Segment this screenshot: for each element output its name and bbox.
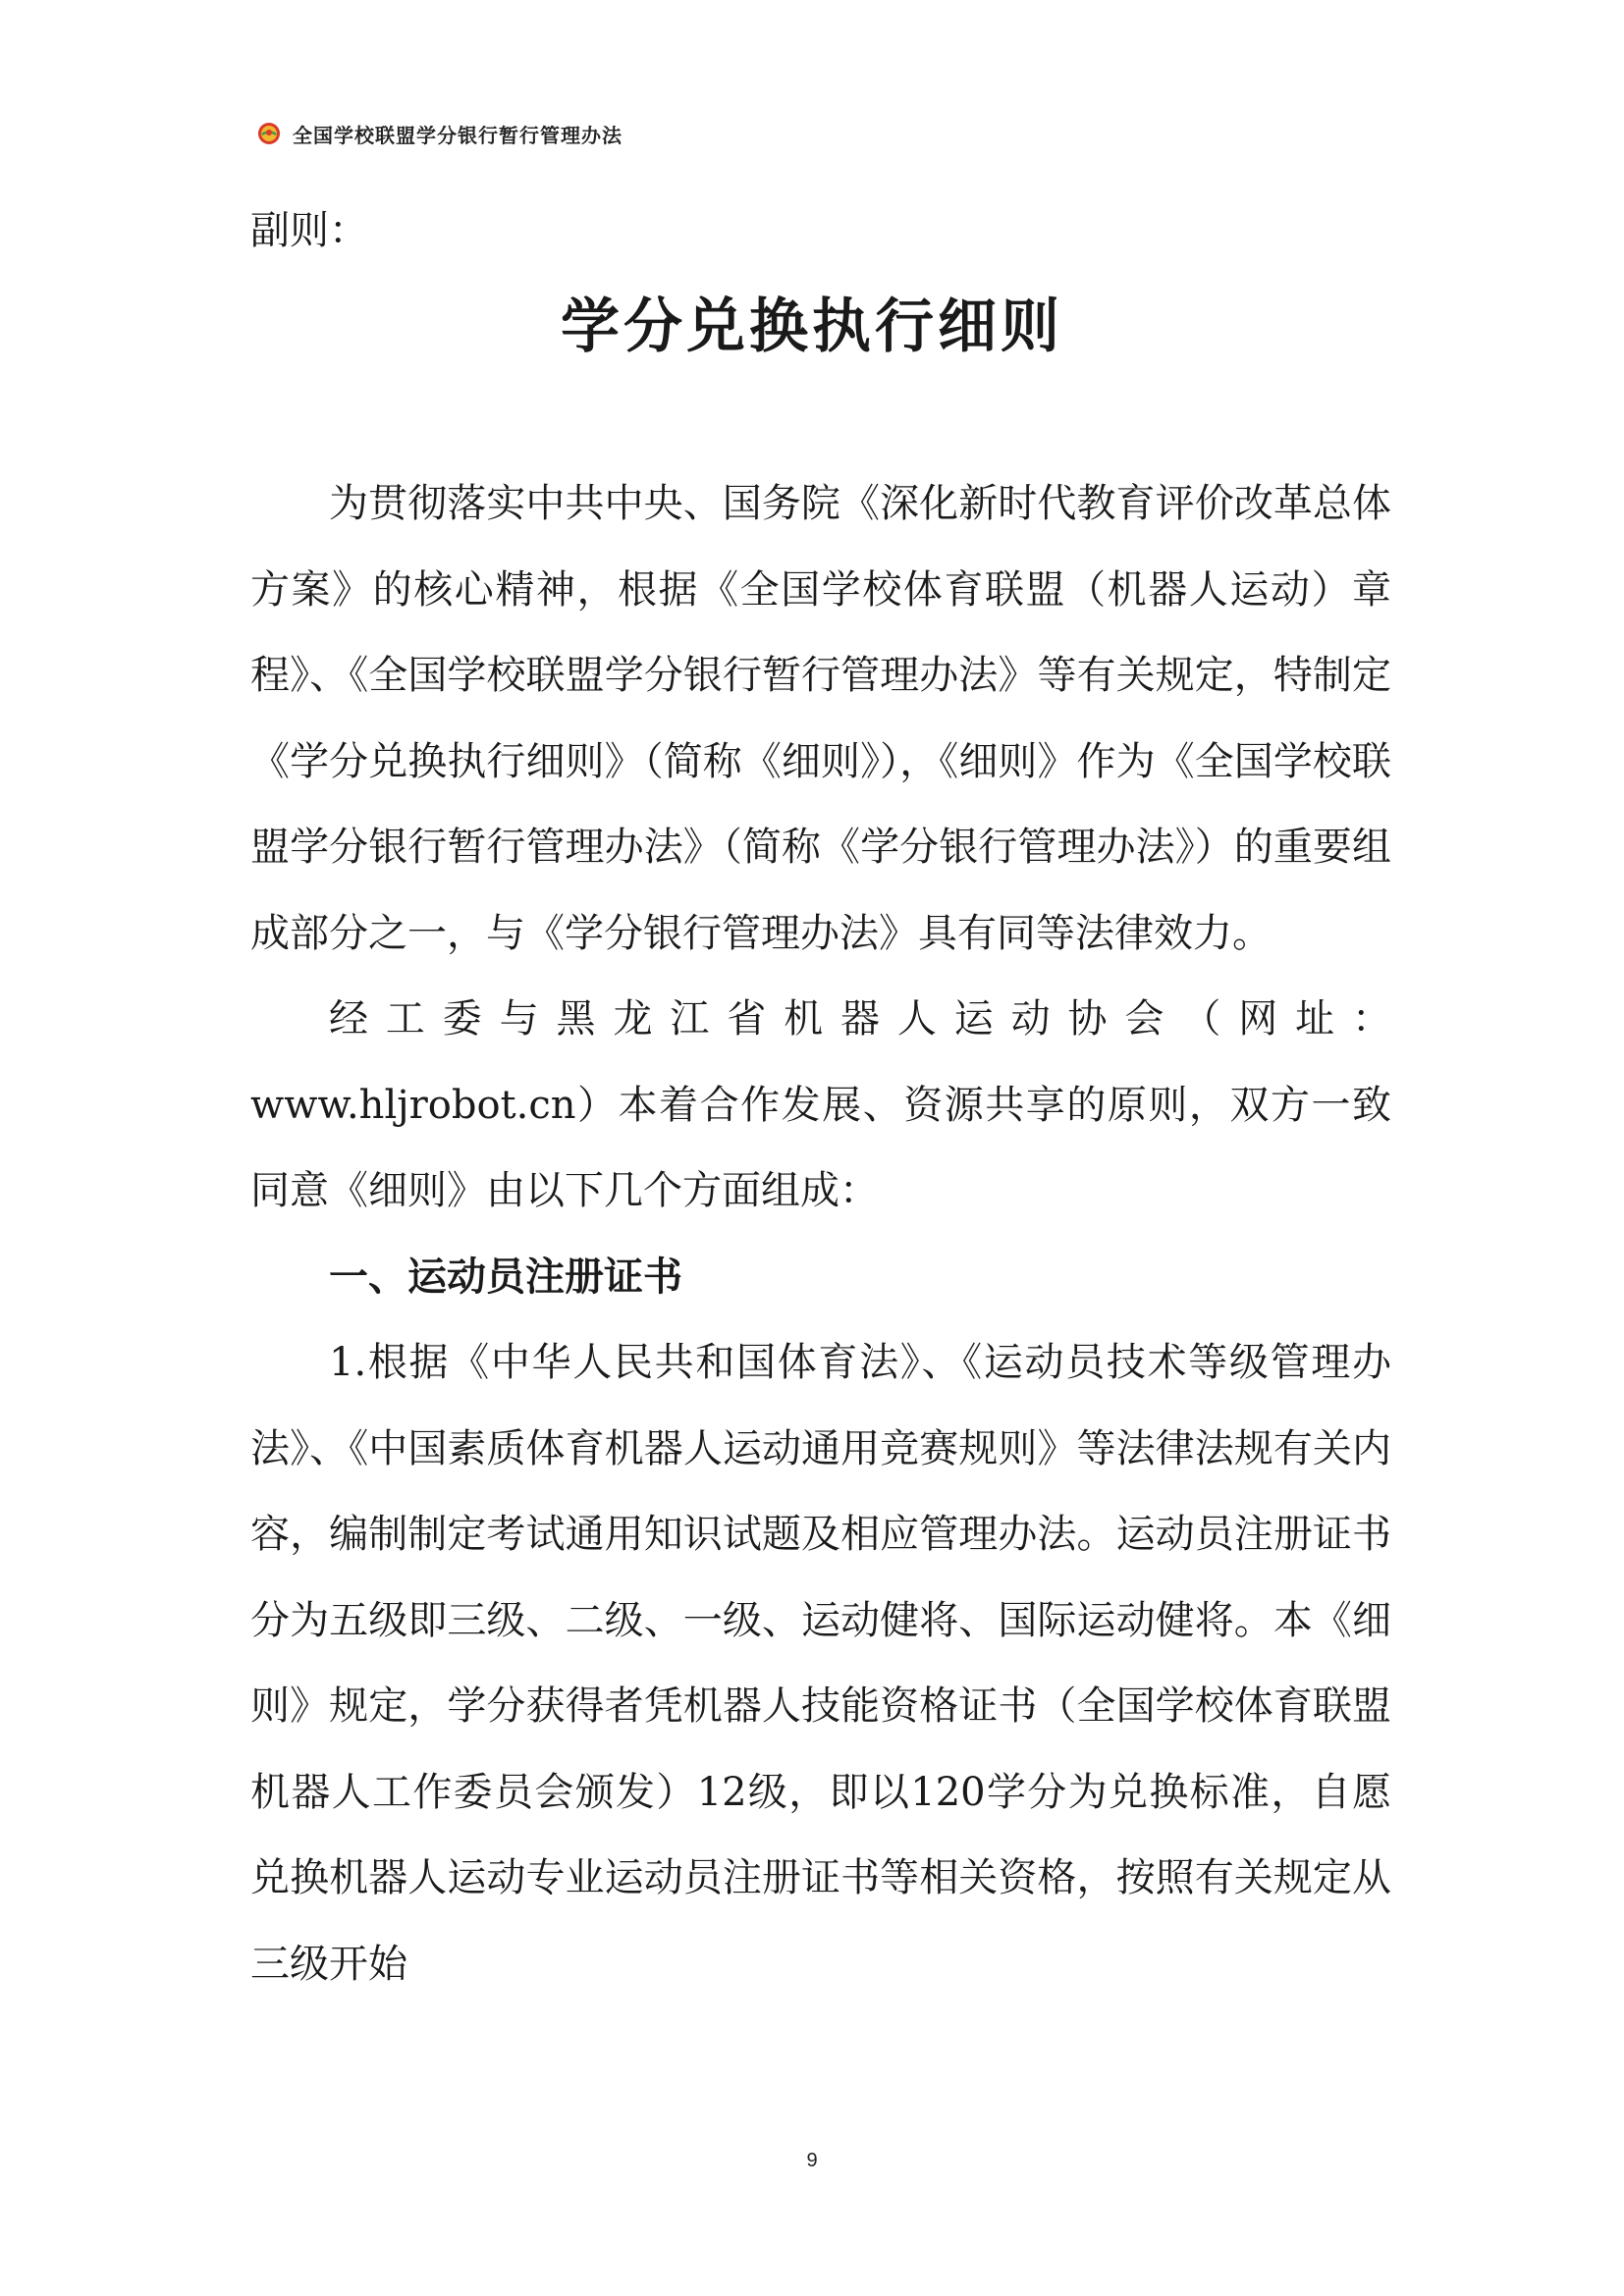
section-paragraph: 1.根据《中华人民共和国体育法》、《运动员技术等级管理办法》、《中国素质体育机器人运动通用竞赛规则》等法律法规有关内容，编制制定考试通用知识试题及相应管理办法。运动员注册证书分为五级即三级、二级、一级、运动健将、国际运动健将。本《细则》规定，学分获得者凭机器人技能资格证书（全国学校体育联盟机器人工作委员会颁发）12级，即以120学分为兑换标准，自愿兑换机器人运动专业运动员注册证书等相关资格，按照有关规定从三级开始: [250, 1340, 1391, 1987]
page-header: [257, 116, 623, 151]
document-body: [250, 461, 1391, 2007]
subtitle-label: 副则：: [250, 208, 368, 253]
section-heading: 一、运动员注册证书: [329, 1254, 682, 1300]
document-title: 学分兑换执行细则: [561, 293, 1063, 361]
emblem-icon: [257, 122, 281, 145]
paragraph: 为贯彻落实中共中央、国务院《深化新时代教育评价改革总体方案》的核心精神，根据《全国学校体育联盟（机器人运动）章程》、《全国学校联盟学分银行暂行管理办法》等有关规定，特制定《学分兑换执行细则》（简称《细则》），《细则》作为《全国学校联盟学分银行暂行管理办法》（简称《学分银行管理办法》）的重要组成部分之一，与《学分银行管理办法》具有同等法律效力。: [250, 481, 1391, 956]
header-title: 全国学校联盟学分银行暂行管理办法: [293, 123, 623, 147]
paragraph: 经工委与黑龙江省机器人运动协会（网址：www.hljrobot.cn）本着合作发展、资源共享的原则，双方一致同意《细则》由以下几个方面组成：: [250, 996, 1391, 1213]
page-number: 9: [806, 2150, 818, 2171]
